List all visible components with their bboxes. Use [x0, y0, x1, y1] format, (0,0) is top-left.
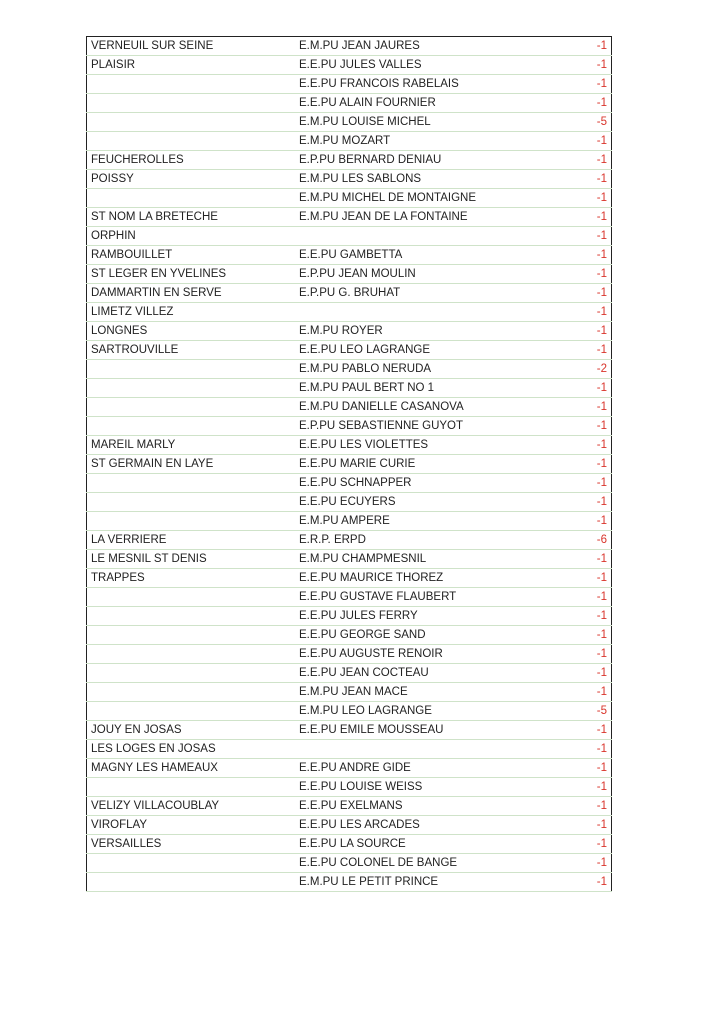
- value-cell: -1: [573, 246, 612, 265]
- table-row: [87, 37, 612, 56]
- value-cell: -1: [573, 740, 612, 759]
- school-cell: E.E.PU JEAN COCTEAU: [295, 664, 573, 683]
- school-table: [86, 36, 612, 892]
- city-cell: [87, 683, 296, 702]
- school-cell: E.E.PU GAMBETTA: [295, 246, 573, 265]
- table-row: [87, 626, 612, 645]
- table-row: [87, 778, 612, 797]
- city-cell: POISSY: [87, 170, 296, 189]
- school-cell: E.M.PU MICHEL DE MONTAIGNE: [295, 189, 573, 208]
- school-cell: [295, 740, 573, 759]
- table-row: [87, 721, 612, 740]
- school-cell: E.E.PU EXELMANS: [295, 797, 573, 816]
- school-cell: E.E.PU LA SOURCE: [295, 835, 573, 854]
- school-cell: E.P.PU SEBASTIENNE GUYOT: [295, 417, 573, 436]
- city-cell: DAMMARTIN EN SERVE: [87, 284, 296, 303]
- table-row: [87, 284, 612, 303]
- city-cell: [87, 417, 296, 436]
- table-row: [87, 702, 612, 721]
- table-row: [87, 379, 612, 398]
- table-row: [87, 151, 612, 170]
- table-row: [87, 873, 612, 892]
- table-row: [87, 683, 612, 702]
- table-row: [87, 246, 612, 265]
- school-cell: E.E.PU MARIE CURIE: [295, 455, 573, 474]
- value-cell: -1: [573, 132, 612, 151]
- value-cell: -1: [573, 75, 612, 94]
- school-cell: E.E.PU GUSTAVE FLAUBERT: [295, 588, 573, 607]
- school-cell: E.M.PU JEAN JAURES: [295, 37, 573, 56]
- table-row: [87, 588, 612, 607]
- city-cell: [87, 607, 296, 626]
- city-cell: [87, 398, 296, 417]
- school-cell: E.M.PU AMPERE: [295, 512, 573, 531]
- school-cell: E.E.PU FRANCOIS RABELAIS: [295, 75, 573, 94]
- school-cell: E.M.PU JEAN DE LA FONTAINE: [295, 208, 573, 227]
- city-cell: VERNEUIL SUR SEINE: [87, 37, 296, 56]
- value-cell: -1: [573, 37, 612, 56]
- table-row: [87, 835, 612, 854]
- city-cell: ST NOM LA BRETECHE: [87, 208, 296, 227]
- school-cell: E.M.PU PAUL BERT NO 1: [295, 379, 573, 398]
- school-cell: E.P.PU BERNARD DENIAU: [295, 151, 573, 170]
- value-cell: -1: [573, 550, 612, 569]
- city-cell: [87, 113, 296, 132]
- city-cell: [87, 778, 296, 797]
- value-cell: -1: [573, 227, 612, 246]
- table-row: [87, 740, 612, 759]
- city-cell: [87, 512, 296, 531]
- city-cell: MAREIL MARLY: [87, 436, 296, 455]
- school-cell: E.M.PU LES SABLONS: [295, 170, 573, 189]
- city-cell: TRAPPES: [87, 569, 296, 588]
- table-row: [87, 474, 612, 493]
- city-cell: [87, 474, 296, 493]
- school-cell: E.M.PU LOUISE MICHEL: [295, 113, 573, 132]
- table-row: [87, 303, 612, 322]
- table-row: [87, 265, 612, 284]
- value-cell: -1: [573, 94, 612, 113]
- school-cell: E.M.PU JEAN MACE: [295, 683, 573, 702]
- city-cell: [87, 664, 296, 683]
- school-cell: E.E.PU JULES VALLES: [295, 56, 573, 75]
- table-row: [87, 797, 612, 816]
- school-cell: E.E.PU AUGUSTE RENOIR: [295, 645, 573, 664]
- city-cell: [87, 132, 296, 151]
- city-cell: [87, 360, 296, 379]
- city-cell: [87, 94, 296, 113]
- school-cell: E.E.PU COLONEL DE BANGE: [295, 854, 573, 873]
- school-cell: [295, 303, 573, 322]
- table-body: [87, 37, 612, 892]
- school-cell: [295, 227, 573, 246]
- value-cell: -1: [573, 455, 612, 474]
- city-cell: ST GERMAIN EN LAYE: [87, 455, 296, 474]
- value-cell: -1: [573, 607, 612, 626]
- table-row: [87, 94, 612, 113]
- table-row: [87, 341, 612, 360]
- city-cell: [87, 626, 296, 645]
- value-cell: -1: [573, 759, 612, 778]
- table-row: [87, 512, 612, 531]
- value-cell: -1: [573, 398, 612, 417]
- city-cell: LONGNES: [87, 322, 296, 341]
- school-cell: E.E.PU LOUISE WEISS: [295, 778, 573, 797]
- table-row: [87, 569, 612, 588]
- school-cell: E.M.PU LEO LAGRANGE: [295, 702, 573, 721]
- school-cell: E.E.PU ECUYERS: [295, 493, 573, 512]
- city-cell: [87, 75, 296, 94]
- city-cell: [87, 873, 296, 892]
- table-row: [87, 75, 612, 94]
- value-cell: -1: [573, 436, 612, 455]
- school-cell: E.E.PU EMILE MOUSSEAU: [295, 721, 573, 740]
- value-cell: -1: [573, 379, 612, 398]
- school-cell: E.M.PU CHAMPMESNIL: [295, 550, 573, 569]
- school-cell: E.E.PU SCHNAPPER: [295, 474, 573, 493]
- city-cell: ORPHIN: [87, 227, 296, 246]
- value-cell: -1: [573, 797, 612, 816]
- city-cell: [87, 645, 296, 664]
- value-cell: -1: [573, 835, 612, 854]
- value-cell: -1: [573, 854, 612, 873]
- value-cell: -1: [573, 569, 612, 588]
- school-cell: E.M.PU ROYER: [295, 322, 573, 341]
- table-row: [87, 360, 612, 379]
- table-row: [87, 113, 612, 132]
- school-cell: E.E.PU JULES FERRY: [295, 607, 573, 626]
- city-cell: [87, 189, 296, 208]
- value-cell: -1: [573, 56, 612, 75]
- value-cell: -1: [573, 493, 612, 512]
- value-cell: -1: [573, 664, 612, 683]
- table-row: [87, 322, 612, 341]
- table-row: [87, 208, 612, 227]
- value-cell: -1: [573, 588, 612, 607]
- table-row: [87, 816, 612, 835]
- value-cell: -5: [573, 702, 612, 721]
- table-row: [87, 170, 612, 189]
- value-cell: -1: [573, 474, 612, 493]
- value-cell: -1: [573, 303, 612, 322]
- value-cell: -1: [573, 265, 612, 284]
- value-cell: -1: [573, 208, 612, 227]
- value-cell: -1: [573, 778, 612, 797]
- city-cell: VELIZY VILLACOUBLAY: [87, 797, 296, 816]
- city-cell: [87, 379, 296, 398]
- city-cell: SARTROUVILLE: [87, 341, 296, 360]
- value-cell: -1: [573, 189, 612, 208]
- value-cell: -2: [573, 360, 612, 379]
- city-cell: VERSAILLES: [87, 835, 296, 854]
- value-cell: -1: [573, 645, 612, 664]
- value-cell: -1: [573, 683, 612, 702]
- table-row: [87, 664, 612, 683]
- city-cell: VIROFLAY: [87, 816, 296, 835]
- value-cell: -1: [573, 170, 612, 189]
- value-cell: -1: [573, 151, 612, 170]
- school-cell: E.E.PU GEORGE SAND: [295, 626, 573, 645]
- city-cell: [87, 702, 296, 721]
- school-cell: E.P.PU JEAN MOULIN: [295, 265, 573, 284]
- value-cell: -1: [573, 873, 612, 892]
- table-row: [87, 645, 612, 664]
- table-row: [87, 455, 612, 474]
- table-row: [87, 759, 612, 778]
- school-cell: E.E.PU ALAIN FOURNIER: [295, 94, 573, 113]
- school-cell: E.R.P. ERPD: [295, 531, 573, 550]
- value-cell: -5: [573, 113, 612, 132]
- city-cell: LIMETZ VILLEZ: [87, 303, 296, 322]
- value-cell: -6: [573, 531, 612, 550]
- city-cell: MAGNY LES HAMEAUX: [87, 759, 296, 778]
- table-row: [87, 493, 612, 512]
- value-cell: -1: [573, 417, 612, 436]
- city-cell: JOUY EN JOSAS: [87, 721, 296, 740]
- city-cell: LA VERRIERE: [87, 531, 296, 550]
- value-cell: -1: [573, 512, 612, 531]
- value-cell: -1: [573, 721, 612, 740]
- city-cell: FEUCHEROLLES: [87, 151, 296, 170]
- table-row: [87, 550, 612, 569]
- school-cell: E.E.PU LES ARCADES: [295, 816, 573, 835]
- table-row: [87, 417, 612, 436]
- table-row: [87, 436, 612, 455]
- table-row: [87, 531, 612, 550]
- school-cell: E.M.PU MOZART: [295, 132, 573, 151]
- city-cell: [87, 493, 296, 512]
- table-row: [87, 398, 612, 417]
- school-cell: E.M.PU DANIELLE CASANOVA: [295, 398, 573, 417]
- school-cell: E.E.PU LEO LAGRANGE: [295, 341, 573, 360]
- city-cell: [87, 588, 296, 607]
- value-cell: -1: [573, 322, 612, 341]
- school-cell: E.M.PU PABLO NERUDA: [295, 360, 573, 379]
- table-row: [87, 854, 612, 873]
- table-row: [87, 227, 612, 246]
- city-cell: RAMBOUILLET: [87, 246, 296, 265]
- table-row: [87, 607, 612, 626]
- school-cell: E.E.PU MAURICE THOREZ: [295, 569, 573, 588]
- city-cell: LES LOGES EN JOSAS: [87, 740, 296, 759]
- value-cell: -1: [573, 626, 612, 645]
- city-cell: [87, 854, 296, 873]
- school-cell: E.P.PU G. BRUHAT: [295, 284, 573, 303]
- table-row: [87, 56, 612, 75]
- table-row: [87, 189, 612, 208]
- value-cell: -1: [573, 341, 612, 360]
- city-cell: LE MESNIL ST DENIS: [87, 550, 296, 569]
- school-cell: E.E.PU LES VIOLETTES: [295, 436, 573, 455]
- school-cell: E.E.PU ANDRE GIDE: [295, 759, 573, 778]
- city-cell: ST LEGER EN YVELINES: [87, 265, 296, 284]
- table-row: [87, 132, 612, 151]
- school-cell: E.M.PU LE PETIT PRINCE: [295, 873, 573, 892]
- value-cell: -1: [573, 816, 612, 835]
- city-cell: PLAISIR: [87, 56, 296, 75]
- value-cell: -1: [573, 284, 612, 303]
